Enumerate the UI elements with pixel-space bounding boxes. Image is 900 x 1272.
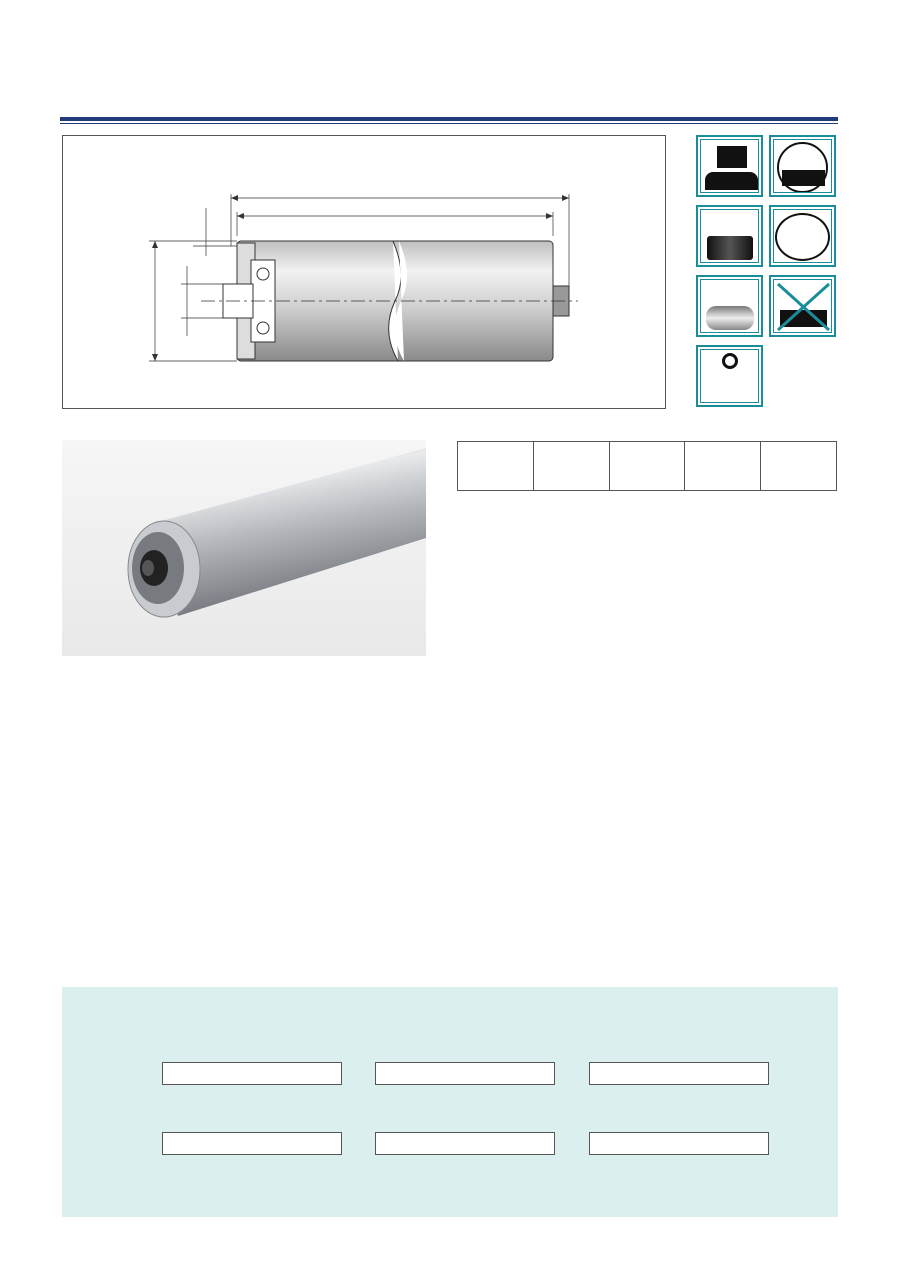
rohs-icon	[769, 205, 836, 267]
order-case2-model-label	[162, 1132, 342, 1155]
order-case2-size-label	[375, 1132, 555, 1155]
col-ff-header	[609, 442, 685, 491]
drive-roller-icon	[769, 275, 836, 337]
title-rule	[60, 117, 838, 121]
steel-icon	[696, 205, 763, 267]
medium-load-icon	[696, 135, 763, 197]
col-weight-header	[761, 442, 837, 491]
order-case2-qty-label	[589, 1132, 769, 1155]
size-table	[457, 441, 837, 491]
order-case1-qty-label	[589, 1062, 769, 1085]
title-rule-thin	[60, 123, 838, 124]
order-case1-model-label	[162, 1062, 342, 1085]
roller-drawing-svg	[63, 136, 667, 410]
free-size-icon	[769, 135, 836, 197]
col-w-header	[458, 442, 534, 491]
machined-bearing-icon	[696, 345, 763, 407]
size-table-header	[458, 442, 837, 491]
plating-icon	[696, 275, 763, 337]
order-case1-size-label	[375, 1062, 555, 1085]
order-example	[62, 987, 838, 1217]
roller-drawing	[62, 135, 666, 409]
index-sidebar	[858, 0, 900, 1222]
roller-photo	[62, 440, 426, 656]
col-bb-header	[533, 442, 609, 491]
col-strength-header	[685, 442, 761, 491]
